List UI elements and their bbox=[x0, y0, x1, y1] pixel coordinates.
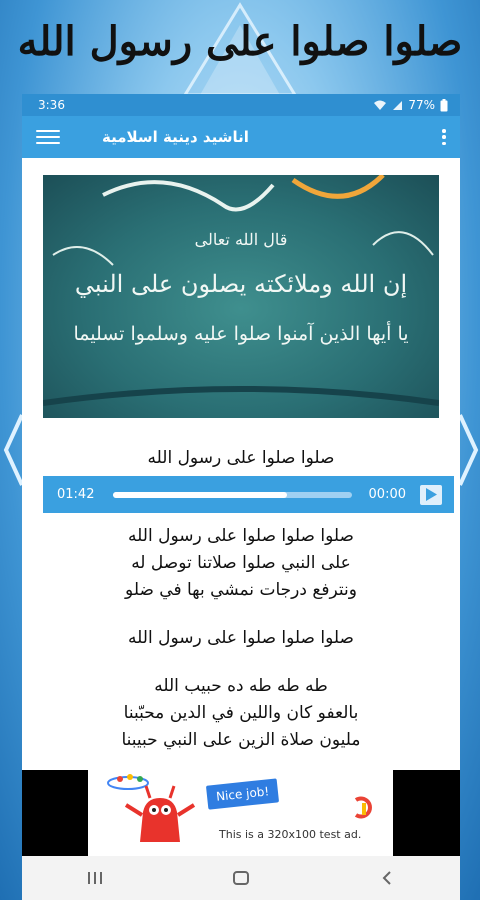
total-time: 00:00 bbox=[368, 487, 406, 502]
lyrics-line: مليون صلاة الزين على النبي حبيبنا bbox=[121, 730, 361, 750]
promo-title: صلوا صلوا على رسول الله bbox=[17, 18, 463, 65]
content-scroll-area[interactable] bbox=[22, 158, 460, 762]
status-icons bbox=[373, 98, 448, 112]
lyrics-block bbox=[22, 523, 460, 762]
phone-screen bbox=[22, 94, 460, 900]
ad-caption: This is a 320x100 test ad. bbox=[219, 828, 362, 841]
calligraphy-line-3: يا أيها الذين آمنوا صلوا عليه وسلموا تسليما bbox=[73, 323, 409, 345]
ad-bubble-text: Nice job! bbox=[206, 778, 279, 809]
system-nav-bar bbox=[22, 856, 460, 900]
lyrics-line: صلوا صلوا صلوا على رسول الله bbox=[128, 526, 354, 546]
play-icon bbox=[425, 488, 437, 501]
hero-image bbox=[43, 175, 439, 418]
recents-icon[interactable] bbox=[80, 863, 110, 893]
calligraphy-line-1: قال الله تعالى bbox=[194, 230, 288, 249]
lyrics-line: على النبي صلوا صلاتنا توصل له bbox=[131, 553, 351, 573]
lyrics-stanza bbox=[22, 673, 460, 754]
signal-icon bbox=[392, 100, 403, 111]
ad-container bbox=[22, 770, 460, 856]
song-title: صلوا صلوا على رسول الله bbox=[147, 448, 335, 468]
battery-icon bbox=[440, 99, 448, 112]
battery-percent: 77% bbox=[408, 98, 435, 112]
status-time: 3:36 bbox=[38, 98, 65, 112]
elapsed-time: 01:42 bbox=[57, 487, 95, 502]
progress-fill bbox=[113, 492, 287, 498]
lyrics-stanza bbox=[22, 523, 460, 604]
back-icon[interactable] bbox=[372, 863, 402, 893]
home-icon[interactable] bbox=[226, 863, 256, 893]
ad-banner[interactable] bbox=[88, 770, 393, 856]
lyrics-line: ونترفع درجات نمشي بها في ضلو bbox=[125, 580, 357, 600]
play-button[interactable] bbox=[420, 485, 442, 505]
lyrics-stanza bbox=[22, 625, 460, 652]
lyrics-line: طه طه طه ده حبيب الله bbox=[154, 676, 328, 696]
overflow-menu-icon[interactable] bbox=[442, 129, 446, 145]
lyrics-line: بالعفو كان واللين في الدين محبّبنا bbox=[123, 703, 359, 723]
app-bar bbox=[22, 116, 460, 158]
wifi-icon bbox=[373, 100, 387, 111]
lyrics-line: صلوا صلوا صلوا على رسول الله bbox=[128, 628, 354, 648]
calligraphy-line-2: إن الله وملائكته يصلون على النبي bbox=[74, 270, 408, 298]
app-title: اناشيد دينية اسلامية bbox=[102, 128, 249, 146]
progress-slider[interactable] bbox=[113, 492, 352, 498]
audio-player bbox=[43, 476, 454, 513]
status-bar bbox=[22, 94, 460, 116]
hamburger-menu-icon[interactable] bbox=[36, 127, 60, 147]
